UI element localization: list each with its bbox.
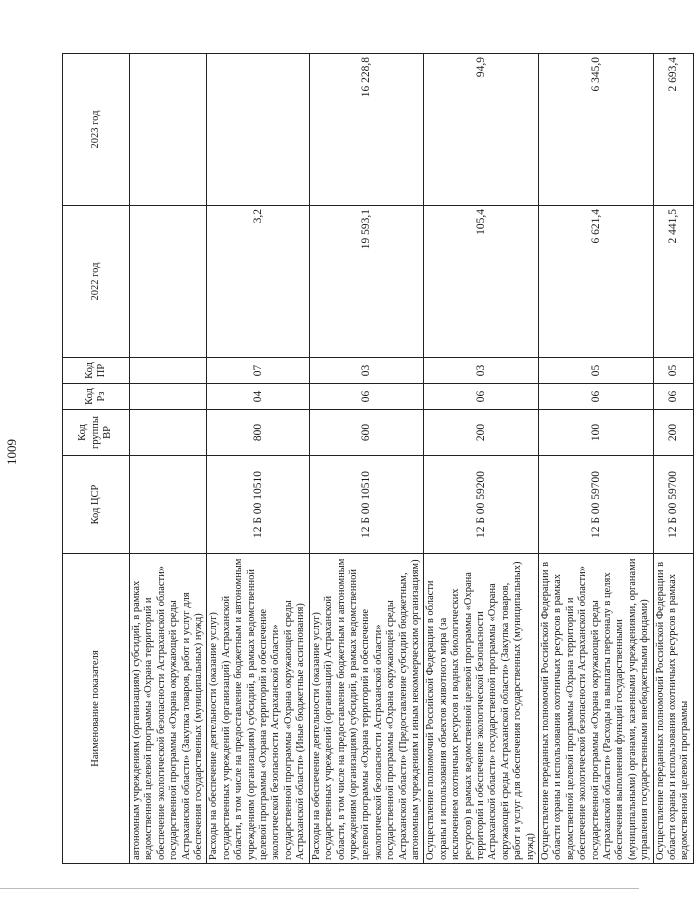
scan-edge-line [0, 888, 639, 889]
row-vr: 600 [309, 410, 424, 456]
row-pr: 03 [309, 358, 424, 384]
header-rz: Код Рз [63, 384, 130, 410]
table-row [653, 54, 693, 864]
row-name: Осуществление переданных полномочий Российской Федерации в области охраны и использования охотничьих ресурсов в рамках ведомственной целевой программы [653, 554, 693, 864]
row-name: Осуществление полномочий Российской Федерации в области охраны и использования объектов животного мира (за исключением охотничьих ресурсов и водных биологических ресурсов) в рамках ведомственной целевой программы «Охрана территорий и обеспечение экологической безопасности Астраханской области» государственной программы «Охрана окружающей среды Астраханской области» (Закупка товаров, работ и услуг для обеспечения государственных (муниципальных) нужд) [424, 554, 539, 864]
row-name: автономным учреждениям (организациям) субсидий, в рамках ведомственной целевой программы «Охрана территорий и обеспечение экологической безопасности Астраханской области» государственной программы «Охрана окружающей среды Астраханской области» (Закупка товаров, работ и услуг для обеспечения государственных (муниципальных) нужд) [130, 554, 207, 864]
row-vr: 800 [207, 410, 309, 456]
row-rz [130, 384, 207, 410]
row-2023 [207, 54, 309, 206]
row-csr: 12 Б 00 10510 [207, 456, 309, 554]
row-2022: 3,2 [207, 206, 309, 358]
row-2023: 2 693,4 [653, 54, 693, 206]
row-vr: 100 [539, 410, 654, 456]
row-2023: 16 228,8 [309, 54, 424, 206]
row-2023 [130, 54, 207, 206]
row-rz: 04 [207, 384, 309, 410]
row-vr: 200 [653, 410, 693, 456]
row-2022 [130, 206, 207, 358]
table-row [130, 54, 207, 864]
table-row [424, 54, 539, 864]
table-header-row [63, 54, 130, 864]
table-row [309, 54, 424, 864]
row-pr: 07 [207, 358, 309, 384]
table-row [539, 54, 654, 864]
header-csr: Код ЦСР [63, 456, 130, 554]
row-2022: 19 593,1 [309, 206, 424, 358]
row-name: Расходы на обеспечение деятельности (оказание услуг) государственных учреждений (организаций) Астраханской области, в том числе на предоставление бюджетным и автономным учреждениям (организациям) субсидий, в рамках ведомственной целевой программы «Охрана территорий и обеспечение экологической безопасности Астраханской области» государственной программы «Охрана окружающей среды Астраханской области» (Иные бюджетные ассигнования) [207, 554, 309, 864]
row-rz: 06 [309, 384, 424, 410]
row-2022: 2 441,5 [653, 206, 693, 358]
table-row [207, 54, 309, 864]
header-2023: 2023 год [63, 54, 130, 206]
row-csr: 12 Б 00 59700 [653, 456, 693, 554]
row-2023: 94,9 [424, 54, 539, 206]
header-vr: Код группы ВР [63, 410, 130, 456]
row-pr: 03 [424, 358, 539, 384]
row-vr [130, 410, 207, 456]
budget-table [62, 53, 694, 864]
header-pr: Код ПР [63, 358, 130, 384]
row-pr: 05 [653, 358, 693, 384]
row-name: Расходы на обеспечение деятельности (оказание услуг) государственных учреждений (организаций) Астраханской области, в том числе на предоставление бюджетным и автономным учреждениям (организациям) субсидий, в рамках ведомственной целевой программы «Охрана территорий и обеспечение экологической безопасности Астраханской области» государственной программы «Охрана окружающей среды Астраханской области» (Предоставление субсидий бюджетным, автономным учреждениям и иным некоммерческим организациям) [309, 554, 424, 864]
row-pr [130, 358, 207, 384]
row-rz: 06 [653, 384, 693, 410]
row-2022: 105,4 [424, 206, 539, 358]
row-pr: 05 [539, 358, 654, 384]
row-csr: 12 Б 00 59700 [539, 456, 654, 554]
header-2022: 2022 год [63, 206, 130, 358]
rotated-table-container [62, 54, 691, 864]
row-rz: 06 [424, 384, 539, 410]
row-csr: 12 Б 00 10510 [309, 456, 424, 554]
header-name: Наименование показателя [63, 554, 130, 864]
row-csr: 12 Б 00 59200 [424, 456, 539, 554]
row-2022: 6 621,4 [539, 206, 654, 358]
row-vr: 200 [424, 410, 539, 456]
row-rz: 06 [539, 384, 654, 410]
row-csr [130, 456, 207, 554]
page-number: 1009 [4, 439, 19, 465]
row-2023: 6 345,0 [539, 54, 654, 206]
row-name: Осуществление переданных полномочий Российской Федерации в области охраны и использования охотничьих ресурсов в рамках ведомственной целевой программы «Охрана территорий и обеспечение экологической безопасности Астраханской области» государственной программы «Охрана окружающей среды Астраханской области» (Расходы на выплаты персоналу в целях обеспечения выполнения функций государственными (муниципальными) органами, казенными учреждениями, органами управления государственными внебюджетными фондами) [539, 554, 654, 864]
